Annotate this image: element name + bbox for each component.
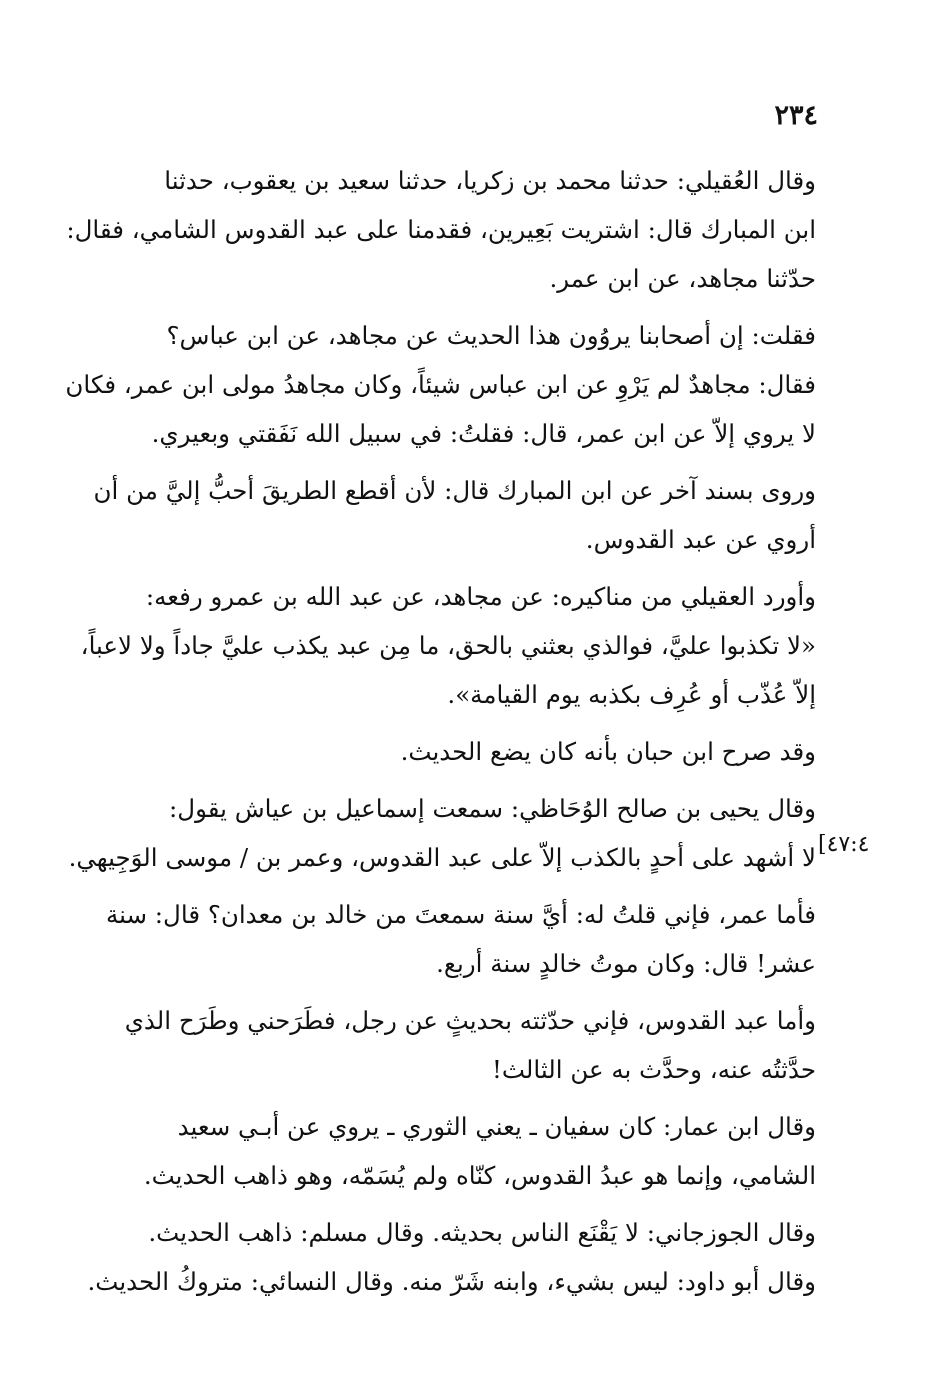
- text-line: وأورد العقيلي من مناكيره: عن مجاهد، عن عبد الله بن عمرو رفعه:: [145, 582, 816, 611]
- paragraph-10: [87, 1208, 816, 1306]
- paragraph-4: [80, 572, 816, 719]
- paragraph-7: [90, 890, 816, 988]
- text-line: وقال يحيى بن صالح الوُحَاظي: سمعت إسماعيل بن عياش يقول:: [169, 794, 816, 823]
- text-line: حدَّثتُه عنه، وحدَّث به عن الثالث!: [492, 1055, 816, 1084]
- text-line: ابن المبارك قال: اشتريت بَعِيرين، فقدمنا على عبد القدوس الشامي، فقال:: [66, 215, 816, 244]
- paragraph-2: [65, 311, 816, 458]
- text-line: فقال: مجاهدٌ لم يَرْوِ عن ابن عباس شيئاً، وكان مجاهدُ مولى ابن عمر، فكان: [65, 370, 816, 399]
- body-text: [65, 156, 816, 1306]
- paragraph-5: [90, 727, 816, 776]
- text-line: عشر! قال: وكان موتُ خالدٍ سنة أربع.: [436, 949, 816, 978]
- text-line: وقال العُقيلي: حدثنا محمد بن زكريا، حدثنا سعيد بن يعقوب، حدثنا: [164, 166, 816, 195]
- text-line: وقد صرح ابن حبان بأنه كان يضع الحديث.: [400, 737, 816, 766]
- text-line: الشامي، وإنما هو عبدُ القدوس، كنّاه ولم يُسَمّه، وهو ذاهب الحديث.: [143, 1161, 816, 1190]
- text-line: فقلت: إن أصحابنا يروُون هذا الحديث عن مجاهد، عن ابن عباس؟: [166, 321, 816, 350]
- text-line: وقال الجوزجاني: لا يَقْنَع الناس بحديثه. وقال مسلم: ذاهب الحديث.: [148, 1218, 816, 1247]
- text-line: فأما عمر، فإني قلتُ له: أيَّ سنة سمعتَ من خالد بن معدان؟ قال: سنة: [105, 900, 816, 929]
- text-line: أروي عن عبد القدوس.: [585, 525, 816, 554]
- text-line: إلاّ عُذّب أو عُرِف بكذبه يوم القيامة».: [447, 680, 816, 709]
- text-line: وأما عبد القدوس، فإني حدّثته بحديثٍ عن رجل، فطَرَحني وطَرَح الذي: [124, 1006, 816, 1035]
- text-line: لا يروي إلاّ عن ابن عمر، قال: فقلتُ: في سبيل الله نَفَقتي وبعيري.: [151, 419, 816, 448]
- text-line: وقال ابن عمار: كان سفيان ـ يعني الثوري ـ يروي عن أبـي سعيد: [177, 1112, 816, 1141]
- paragraph-8: [90, 996, 816, 1094]
- page-number: ٢٣٤: [774, 100, 818, 131]
- text-line: وقال أبو داود: ليس بشيء، وابنه شَرّ منه. وقال النسائي: متروكُ الحديث.: [87, 1267, 816, 1296]
- text-line: لا أشهد على أحدٍ بالكذب إلاّ على عبد القدوس، وعمر بن / موسى الوَجِيهي.: [68, 843, 816, 872]
- margin-reference: [٤٧:٤: [818, 832, 870, 857]
- paragraph-1: [66, 156, 816, 303]
- text-line: «لا تكذبوا عليَّ، فوالذي بعثني بالحق، ما مِن عبد يكذب عليَّ جاداً ولا لاعباً،: [80, 631, 816, 660]
- text-line: وروى بسند آخر عن ابن المبارك قال: لأن أقطع الطريقَ أحبُّ إليَّ من أن: [93, 476, 816, 505]
- text-line: حدّثنا مجاهد، عن ابن عمر.: [549, 264, 816, 293]
- paragraph-3: [90, 466, 816, 564]
- paragraph-6: [68, 784, 816, 882]
- paragraph-9: [90, 1102, 816, 1200]
